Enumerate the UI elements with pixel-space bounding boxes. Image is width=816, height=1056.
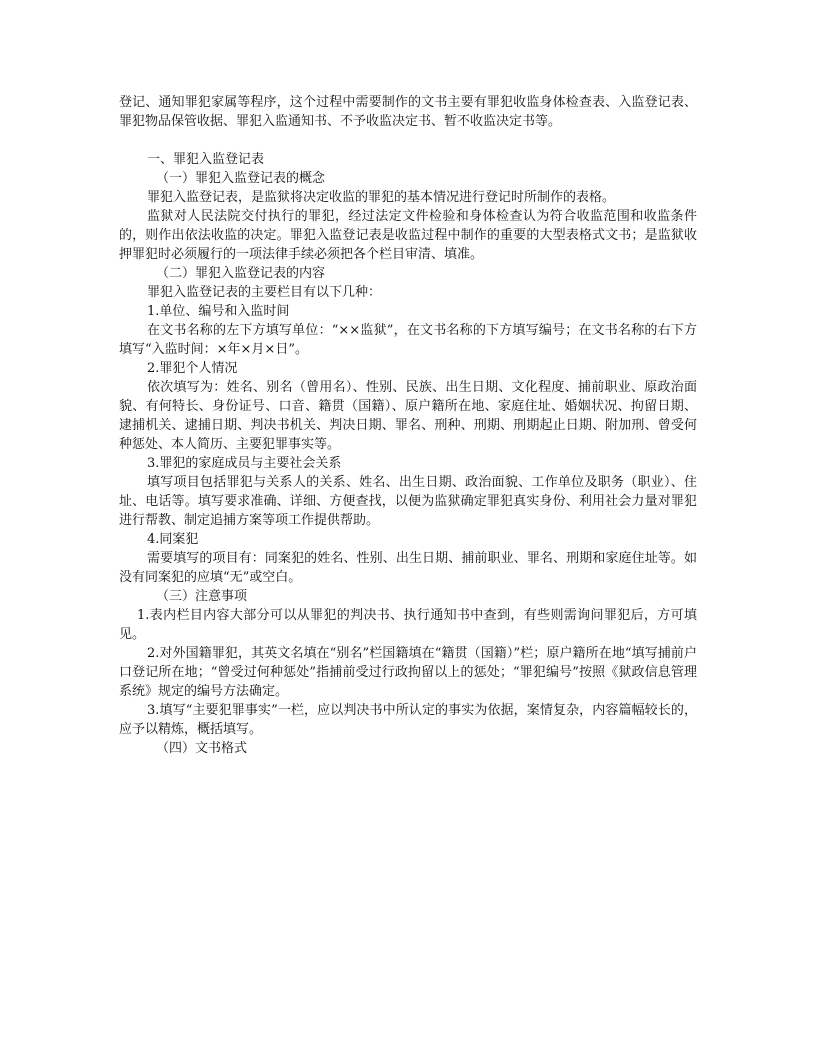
paragraph-admission-decision: 监狱对人民法院交付执行的罪犯，经过法定文件检验和身体检查认为符合收监范围和收监条件的，则作出依法收监的决定。罪犯入监登记表是收监过程中制作的重要的大型表格式文书；是监狱收押罪犯时必须履行的一项法律手续必须把各个栏目审清、填准。 [119,209,697,262]
paragraph-family-relations: 填写项目包括罪犯与关系人的关系、姓名、出生日期、政治面貌、工作单位及职务（职业）、住址、电话等。填写要求准确、详细、方便查找，以便为监狱确定罪犯真实身份、利用社会力量对罪犯进行帮教、制定追捕方案等项工作提供帮助。 [119,475,697,528]
subheading-content: （二）罪犯入监登记表的内容 [156,266,326,281]
item-heading-1: 1.单位、编号和入监时间 [147,304,290,319]
subheading-notes: （三）注意事项 [156,589,248,604]
document-body [119,93,697,758]
section-heading-1: 一、罪犯入监登记表 [147,152,265,167]
paragraph-main-columns: 罪犯入监登记表的主要栏目有以下几种： [147,285,382,300]
item-heading-4: 4.同案犯 [147,532,199,547]
paragraph-note-2: 2.对外国籍罪犯，其英文名填在“别名”栏国籍填在“籍贯（国籍）”栏；原户籍所在地“填写捕前户口登记所在地；“曾受过何种惩处”指捕前受过行政拘留以上的惩处；“罪犯编号”按照《狱政信息管理系统》规定的编号方法确定。 [119,646,697,699]
subheading-format: （四）文书格式 [156,741,248,756]
item-heading-3: 3.罪犯的家庭成员与主要社会关系 [147,456,342,471]
item-heading-2: 2.罪犯个人情况 [147,361,238,376]
paragraph-note-1: 1.表内栏目内容大部分可以从罪犯的判决书、执行通知书中查到，有些则需询问罪犯后，方可填见。 [119,608,697,642]
opening-paragraph: 登记、通知罪犯家属等程序，这个过程中需要制作的文书主要有罪犯收监身体检查表、入监登记表、罪犯物品保管收据、罪犯入监通知书、不予收监决定书、暂不收监决定书等。 [119,95,697,129]
paragraph-personal-info: 依次填写为：姓名、别名（曾用名）、性别、民族、出生日期、文化程度、捕前职业、原政治面貌、有何特长、身份证号、口音、籍贯（国籍）、原户籍所在地、家庭住址、婚姻状况、拘留日期、逮捕机关、逮捕日期、判决书机关、判决日期、罪名、刑种、刑期、刑期起止日期、附加刑、曾受何种惩处、本人简历、主要犯罪事实等。 [119,380,697,452]
paragraph-unit-number-date: 在文书名称的左下方填写单位：“××监狱”，在文书名称的下方填写编号；在文书名称的右下方填写“入监时间：×年×月×日”。 [119,323,697,357]
paragraph-accomplices: 需要填写的项目有：同案犯的姓名、性别、出生日期、捕前职业、罪名、刑期和家庭住址等。如没有同案犯的应填“无”或空白。 [119,551,697,585]
paragraph-note-3: 3.填写“主要犯罪事实”一栏，应以判决书中所认定的事实为依据，案情复杂，内容篇幅较长的，应予以精炼，概括填写。 [119,703,697,737]
paragraph-definition: 罪犯入监登记表，是监狱将决定收监的罪犯的基本情况进行登记时所制作的表格。 [147,190,616,205]
paragraph-gap [119,131,697,150]
subheading-concept: （一）罪犯入监登记表的概念 [156,171,326,186]
